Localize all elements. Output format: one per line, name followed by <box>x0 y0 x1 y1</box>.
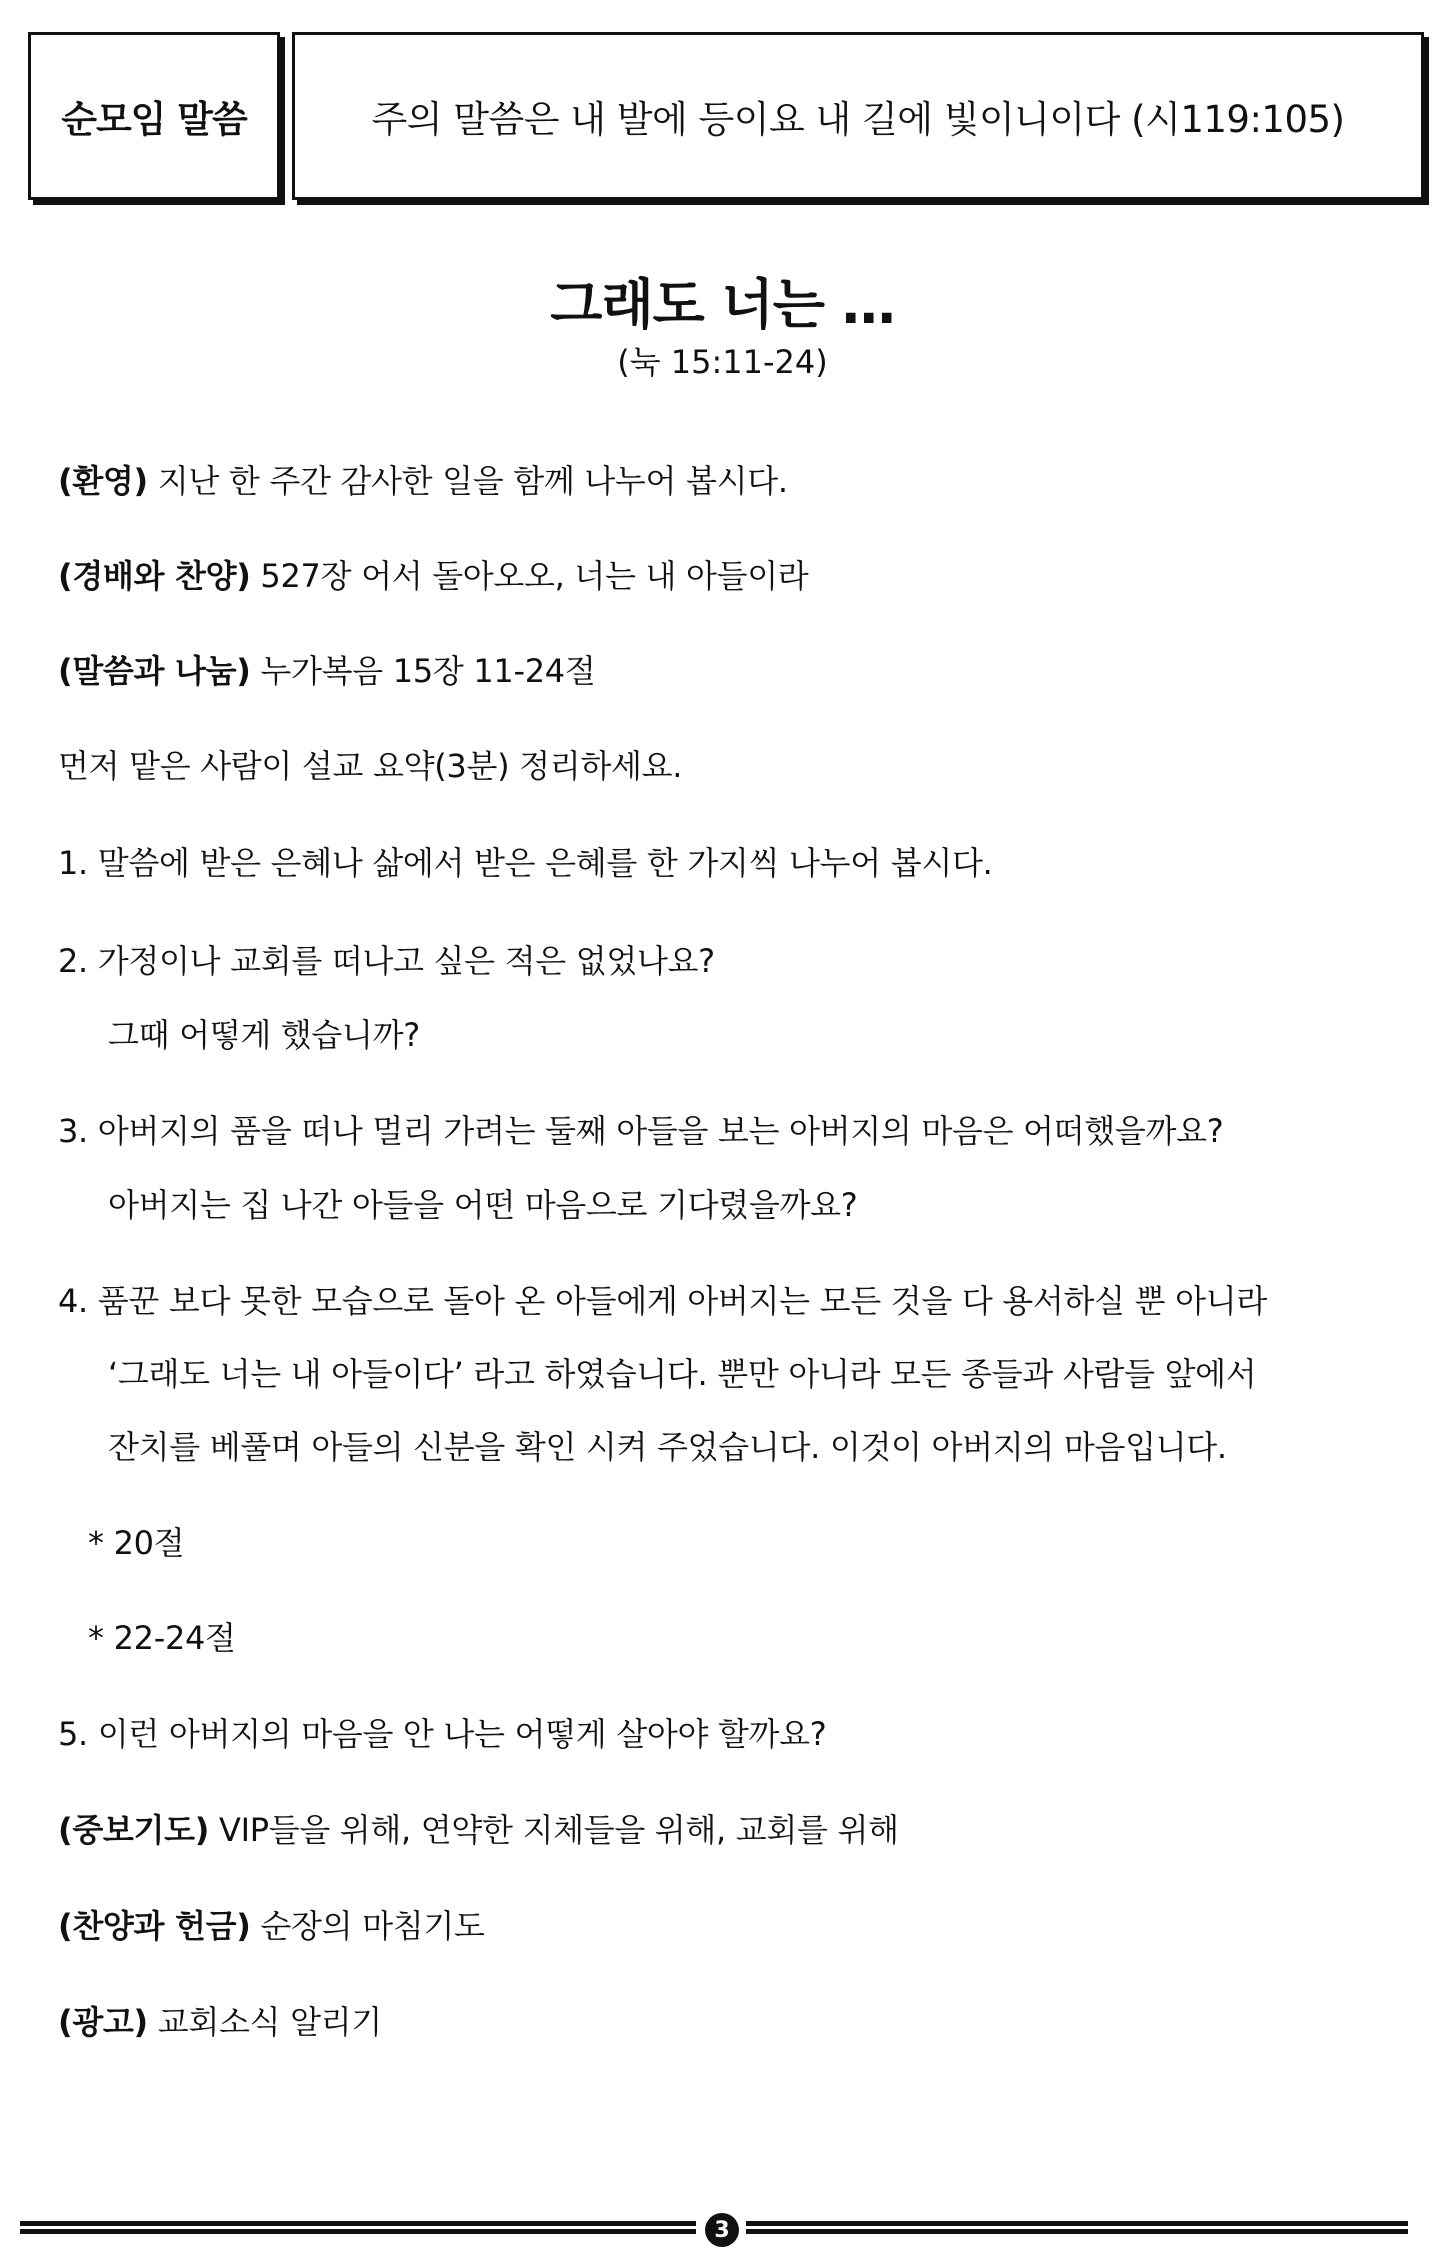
footer-rule-right <box>746 2221 1408 2239</box>
page-title: 그래도 너는 … <box>550 273 895 336</box>
offering-line <box>58 1901 485 1947</box>
word-label: (말씀과 나눔) <box>58 652 251 690</box>
worship-label: (경배와 찬양) <box>58 557 251 595</box>
prayer-label: (중보기도) <box>58 1811 210 1849</box>
question-2: 2. 가정이나 교회를 떠나고 싶은 적은 없었나요? <box>58 942 715 980</box>
footer-rule-left <box>20 2221 696 2239</box>
header-verse: 주의 말씀은 내 발에 등이요 내 길에 빛이니이다 (시119:105) <box>371 98 1345 141</box>
question-1: 1. 말씀에 받은 은혜나 삶에서 받은 은혜를 한 가지씩 나누어 봅시다. <box>58 844 993 882</box>
announcement-label: (광고) <box>58 2003 148 2041</box>
verse-note-22-24: * 22-24절 <box>88 1619 236 1657</box>
welcome-text: 지난 한 주간 감사한 일을 함께 나누어 봅시다. <box>147 462 788 500</box>
verse-note-20: * 20절 <box>88 1524 185 1562</box>
question-4-cont-1: ‘그래도 너는 내 아들이다’ 라고 하였습니다. 뿐만 아니라 모든 종들과 사람들 앞에서 <box>108 1355 1257 1393</box>
worship-line <box>58 551 808 597</box>
announcement-line <box>58 1997 382 2043</box>
worship-text: 527장 어서 돌아오오, 너는 내 아들이라 <box>250 557 809 595</box>
question-3-cont: 아버지는 집 나간 아들을 어떤 마음으로 기다렸을까요? <box>108 1186 858 1224</box>
offering-text: 순장의 마침기도 <box>250 1907 485 1945</box>
announcement-text: 교회소식 알리기 <box>147 2003 382 2041</box>
prayer-line <box>58 1805 899 1851</box>
header-label: 순모임 말씀 <box>61 98 247 141</box>
question-4-cont-2: 잔치를 베풀며 아들의 신분을 확인 시켜 주었습니다. 이것이 아버지의 마음입니다. <box>108 1428 1227 1466</box>
question-5: 5. 이런 아버지의 마음을 안 나는 어떻게 살아야 할까요? <box>58 1715 827 1753</box>
welcome-label: (환영) <box>58 462 148 500</box>
word-line <box>58 646 595 692</box>
page-number-badge: 3 <box>705 2213 739 2247</box>
offering-label: (찬양과 헌금) <box>58 1907 251 1945</box>
welcome-line <box>58 456 788 502</box>
header-verse-box <box>292 32 1424 200</box>
question-2-cont: 그때 어떻게 했습니까? <box>108 1016 420 1054</box>
header-label-box <box>28 32 280 200</box>
word-text: 누가복음 15장 11-24절 <box>250 652 596 690</box>
instruction-line: 먼저 맡은 사람이 설교 요약(3분) 정리하세요. <box>58 747 683 785</box>
scripture-reference: (눅 15:11-24) <box>617 343 828 381</box>
question-4: 4. 품꾼 보다 못한 모습으로 돌아 온 아들에게 아버지는 모든 것을 다 용서하실 뿐 아니라 <box>58 1282 1267 1320</box>
prayer-text: VIP들을 위해, 연약한 지체들을 위해, 교회를 위해 <box>209 1811 899 1849</box>
question-3: 3. 아버지의 품을 떠나 멀리 가려는 둘째 아들을 보는 아버지의 마음은 어떠했을까요? <box>58 1112 1224 1150</box>
